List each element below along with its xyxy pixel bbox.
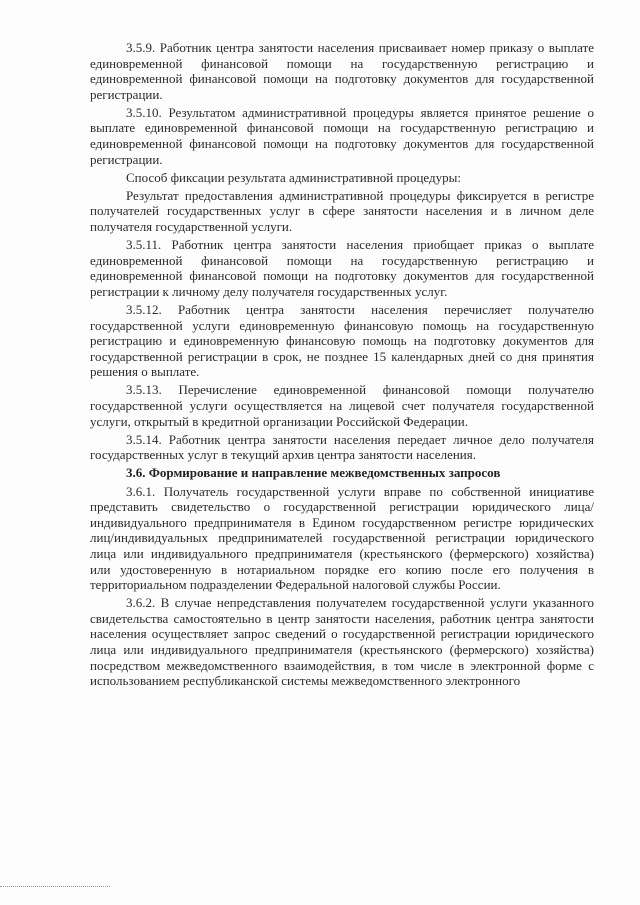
section-heading: 3.6. Формирование и направление межведомственных запросов <box>126 465 501 481</box>
paragraph-3-6-2: 3.6.2. В случае непредставления получателем государственной услуги указанного свидетельства самостоятельно в центр занятости населения, работник центра занятости населения осуществляет запрос сведений о государственной регистрации юридического лица или индивидуального предпринимателя (крестьянского (фермерского) хозяйства) посредством межведомственного взаимодействия, в том числе в электронной форме с использованием республиканской системы межведомственного электронного <box>90 595 594 689</box>
paragraph-3-5-10: 3.5.10. Результатом административной процедуры является принятое решение о выплате единовременной финансовой помощи на государственную регистрацию и единовременной финансовой помощи на подготовку документов для государственной регистрации. <box>90 104 594 167</box>
paragraph-3-5-11: 3.5.11. Работник центра занятости населения приобщает приказ о выплате единовременной финансовой помощи на государственную регистрацию и единовременной финансовой помощи на подготовку документов для государственной регистрации к личному делу получателя государственных услуг. <box>90 237 594 299</box>
paragraph-3-5-12: 3.5.12. Работник центра занятости населения перечисляет получателю государственной услуги единовременную финансовую помощь на государственную регистрацию и единовременную финансовую помощь на подготовку документов для государственной регистрации в срок, не позднее 15 календарных дней со дня принятия решения о выплате. <box>90 302 594 380</box>
document-body <box>90 40 594 691</box>
scan-edge-divider <box>0 886 110 887</box>
paragraph-3-5-9: 3.5.9. Работник центра занятости населения присваивает номер приказу о выплате единовременной финансовой помощи на государственную регистрацию и единовременной финансовой помощи на подготовку документов для государственной регистрации. <box>90 40 594 102</box>
paragraph-3-5-14: 3.5.14. Работник центра занятости населения передает личное дело получателя государственных услуг в текущий архив центра занятости населения. <box>90 431 594 463</box>
paragraph-result-fixation: Результат предоставления административной процедуры фиксируется в регистре получателей государственных услуг в сфере занятости населения и в личном деле получателя государственной услуги. <box>90 187 594 235</box>
paragraph-fixation-method: Способ фиксации результата административной процедуры: <box>126 169 461 185</box>
paragraph-3-5-13: 3.5.13. Перечисление единовременной финансовой помощи получателю государственной услуги осуществляется на лицевой счет получателя государственной услуги, открытый в кредитной организации Российской Федерации. <box>90 382 594 429</box>
paragraph-3-6-1: 3.6.1. Получатель государственной услуги вправе по собственной инициативе представить свидетельство о государственной регистрации юридического лица/индивидуального предпринимателя в Едином государственном регистре юридических лиц/индивидуальных предпринимателей государственной регистрации юридического лица или индивидуального предпринимателя (крестьянского (фермерского) хозяйства) или удостоверенную в нотариальном порядке его копию после его получения в территориальном подразделении Федеральной налоговой службы России. <box>90 483 594 593</box>
